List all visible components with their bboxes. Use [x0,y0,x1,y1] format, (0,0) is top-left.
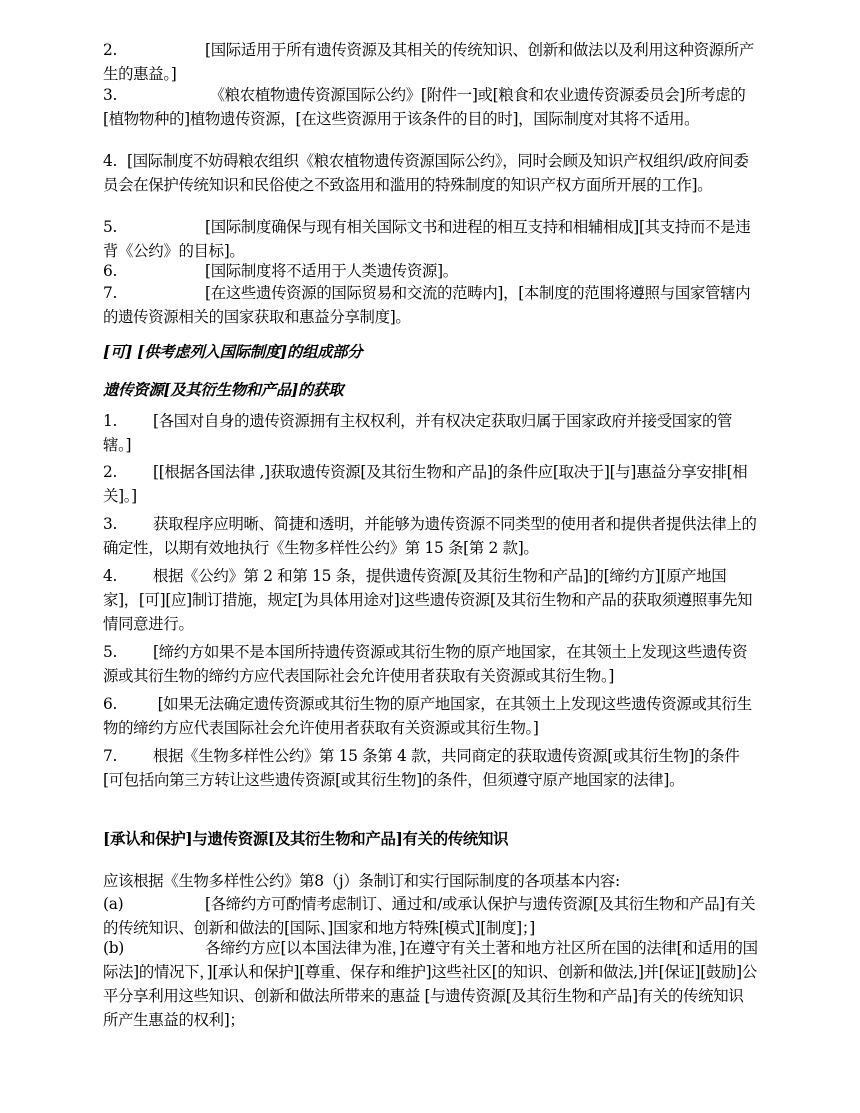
section-heading-traditional-knowledge: [承认和保护]与遗传资源[及其衍生物和产品]有关的传统知识 [103,830,509,848]
access-item-7 [103,744,758,792]
item-number: 6. [103,695,118,713]
top-item-2 [103,38,758,86]
item-text: 根据《公约》第 2 和第 15 条，提供遗传资源[及其衍生物和产品]的[缔约方][原产地国家]，[可][应]制订措施，规定[为具体用途对]这些遗传资源[及其衍生物和产品的获取须遵照事先知情同意进行。 [103,567,753,633]
item-number: 3. [103,86,118,104]
item-text: [缔约方如果不是本国所持遗传资源或其衍生物的原产地国家，在其领土上发现这些遗传资源或其衍生物的缔约方应代表国际社会允许使用者获取有关资源或其衍生物。] [103,643,748,685]
intro-paragraph: 应该根据《生物多样性公约》第8（j）条制订和实行国际制度的各项基本内容: [103,872,620,890]
item-number: 3. [103,515,118,533]
top-item-5 [103,215,758,263]
item-text: [国际制度将不适用于人类遗传资源]。 [205,262,458,280]
access-item-3 [103,512,758,560]
access-item-2 [103,460,758,508]
item-text: 《粮农植物遗传资源国际公约》[附件一]或[粮食和农业遗传资源委员会]所考虑的[植物物种的]植物遗传资源，[在这些资源用于该条件的目的时]，国际制度对其将不适用。 [103,86,746,128]
item-number: (a) [103,895,124,913]
access-item-4 [103,564,758,636]
item-number: 7. [103,284,118,302]
item-number: 7. [103,747,118,765]
top-item-4 [103,149,758,197]
item-number: 5. [103,643,118,661]
section-heading-access: 遗传资源[及其衍生物和产品]的获取 [103,381,344,399]
lettered-item-b [103,936,758,1032]
item-text: 根据《生物多样性公约》第 15 条第 4 款，共同商定的获取遗传资源[或其衍生物]的条件[可包括向第三方转让这些遗传资源[或其衍生物]的条件，但须遵守原产地国家的法律]。 [103,747,740,789]
top-item-3 [103,83,758,131]
item-number: 4. [103,567,118,585]
item-text: [国际制度确保与现有相关国际文书和进程的相互支持和相辅相成][其支持而不是违背《公约》的目标]。 [103,218,751,260]
item-text: [[根据各国法律 ,]获取遗传资源[及其衍生物和产品]的条件应[取决于][与]惠益分享安排[相关]。] [103,463,748,505]
item-text: 各缔约方应[以本国法律为准，]在遵守有关土著和地方社区所在国的法律[和适用的国际法]的情况下，][承认和保护][尊重、保存和维护]这些社区[的知识、创新和做法,]并[保证][鼓励]公平分享利用这些知识、创新和做法所带来的惠益 [与遗传资源[及其衍生物和产品]有关的传统知识所产生惠益的权利]； [103,939,758,1029]
item-text: [国际制度不妨碍粮农组织《粮农植物遗传资源国际公约》，同时会顾及知识产权组织/政府间委员会在保护传统知识和民俗使之不致盗用和滥用的特殊制度的知识产权方面所开展的工作]。 [103,152,749,194]
item-number: 1. [103,412,118,430]
item-text: [各国对自身的遗传资源拥有主权权利，并有权决定获取归属于国家政府并接受国家的管辖。] [103,412,733,454]
access-item-6 [103,692,758,740]
top-item-6 [103,259,758,283]
lettered-item-a [103,892,758,940]
item-number: 5. [103,218,118,236]
item-text: 获取程序应明晰、简捷和透明，并能够为遗传资源不同类型的使用者和提供者提供法律上的确定性，以期有效地执行《生物多样性公约》第 15 条[第 2 款]。 [103,515,757,557]
item-text: [各缔约方可酌情考虑制订、通过和/或承认保护与遗传资源[及其衍生物和产品]有关的传统知识、创新和做法的[国际、]国家和地方特殊[模式][制度]；] [103,895,756,937]
item-number: 2. [103,41,118,59]
section-heading-components: [可] [供考虑列入国际制度]的组成部分 [103,343,363,361]
item-number: (b) [103,939,124,957]
item-number: 6. [103,262,118,280]
item-text: [在这些遗传资源的国际贸易和交流的范畴内]，[本制度的范围将遵照与国家管辖内的遗传资源相关的国家获取和惠益分享制度]。 [103,284,751,326]
item-text: [国际适用于所有遗传资源及其相关的传统知识、创新和做法以及利用这种资源所产生的惠益。] [103,41,754,83]
item-number: 4. [103,152,118,170]
access-item-1 [103,409,758,457]
item-text: [如果无法确定遗传资源或其衍生物的原产地国家，在其领土上发现这些遗传资源或其衍生物的缔约方应代表国际社会允许使用者获取有关资源或其衍生物。] [103,695,752,737]
access-item-5 [103,640,758,688]
item-number: 2. [103,463,118,481]
top-item-7 [103,281,758,329]
